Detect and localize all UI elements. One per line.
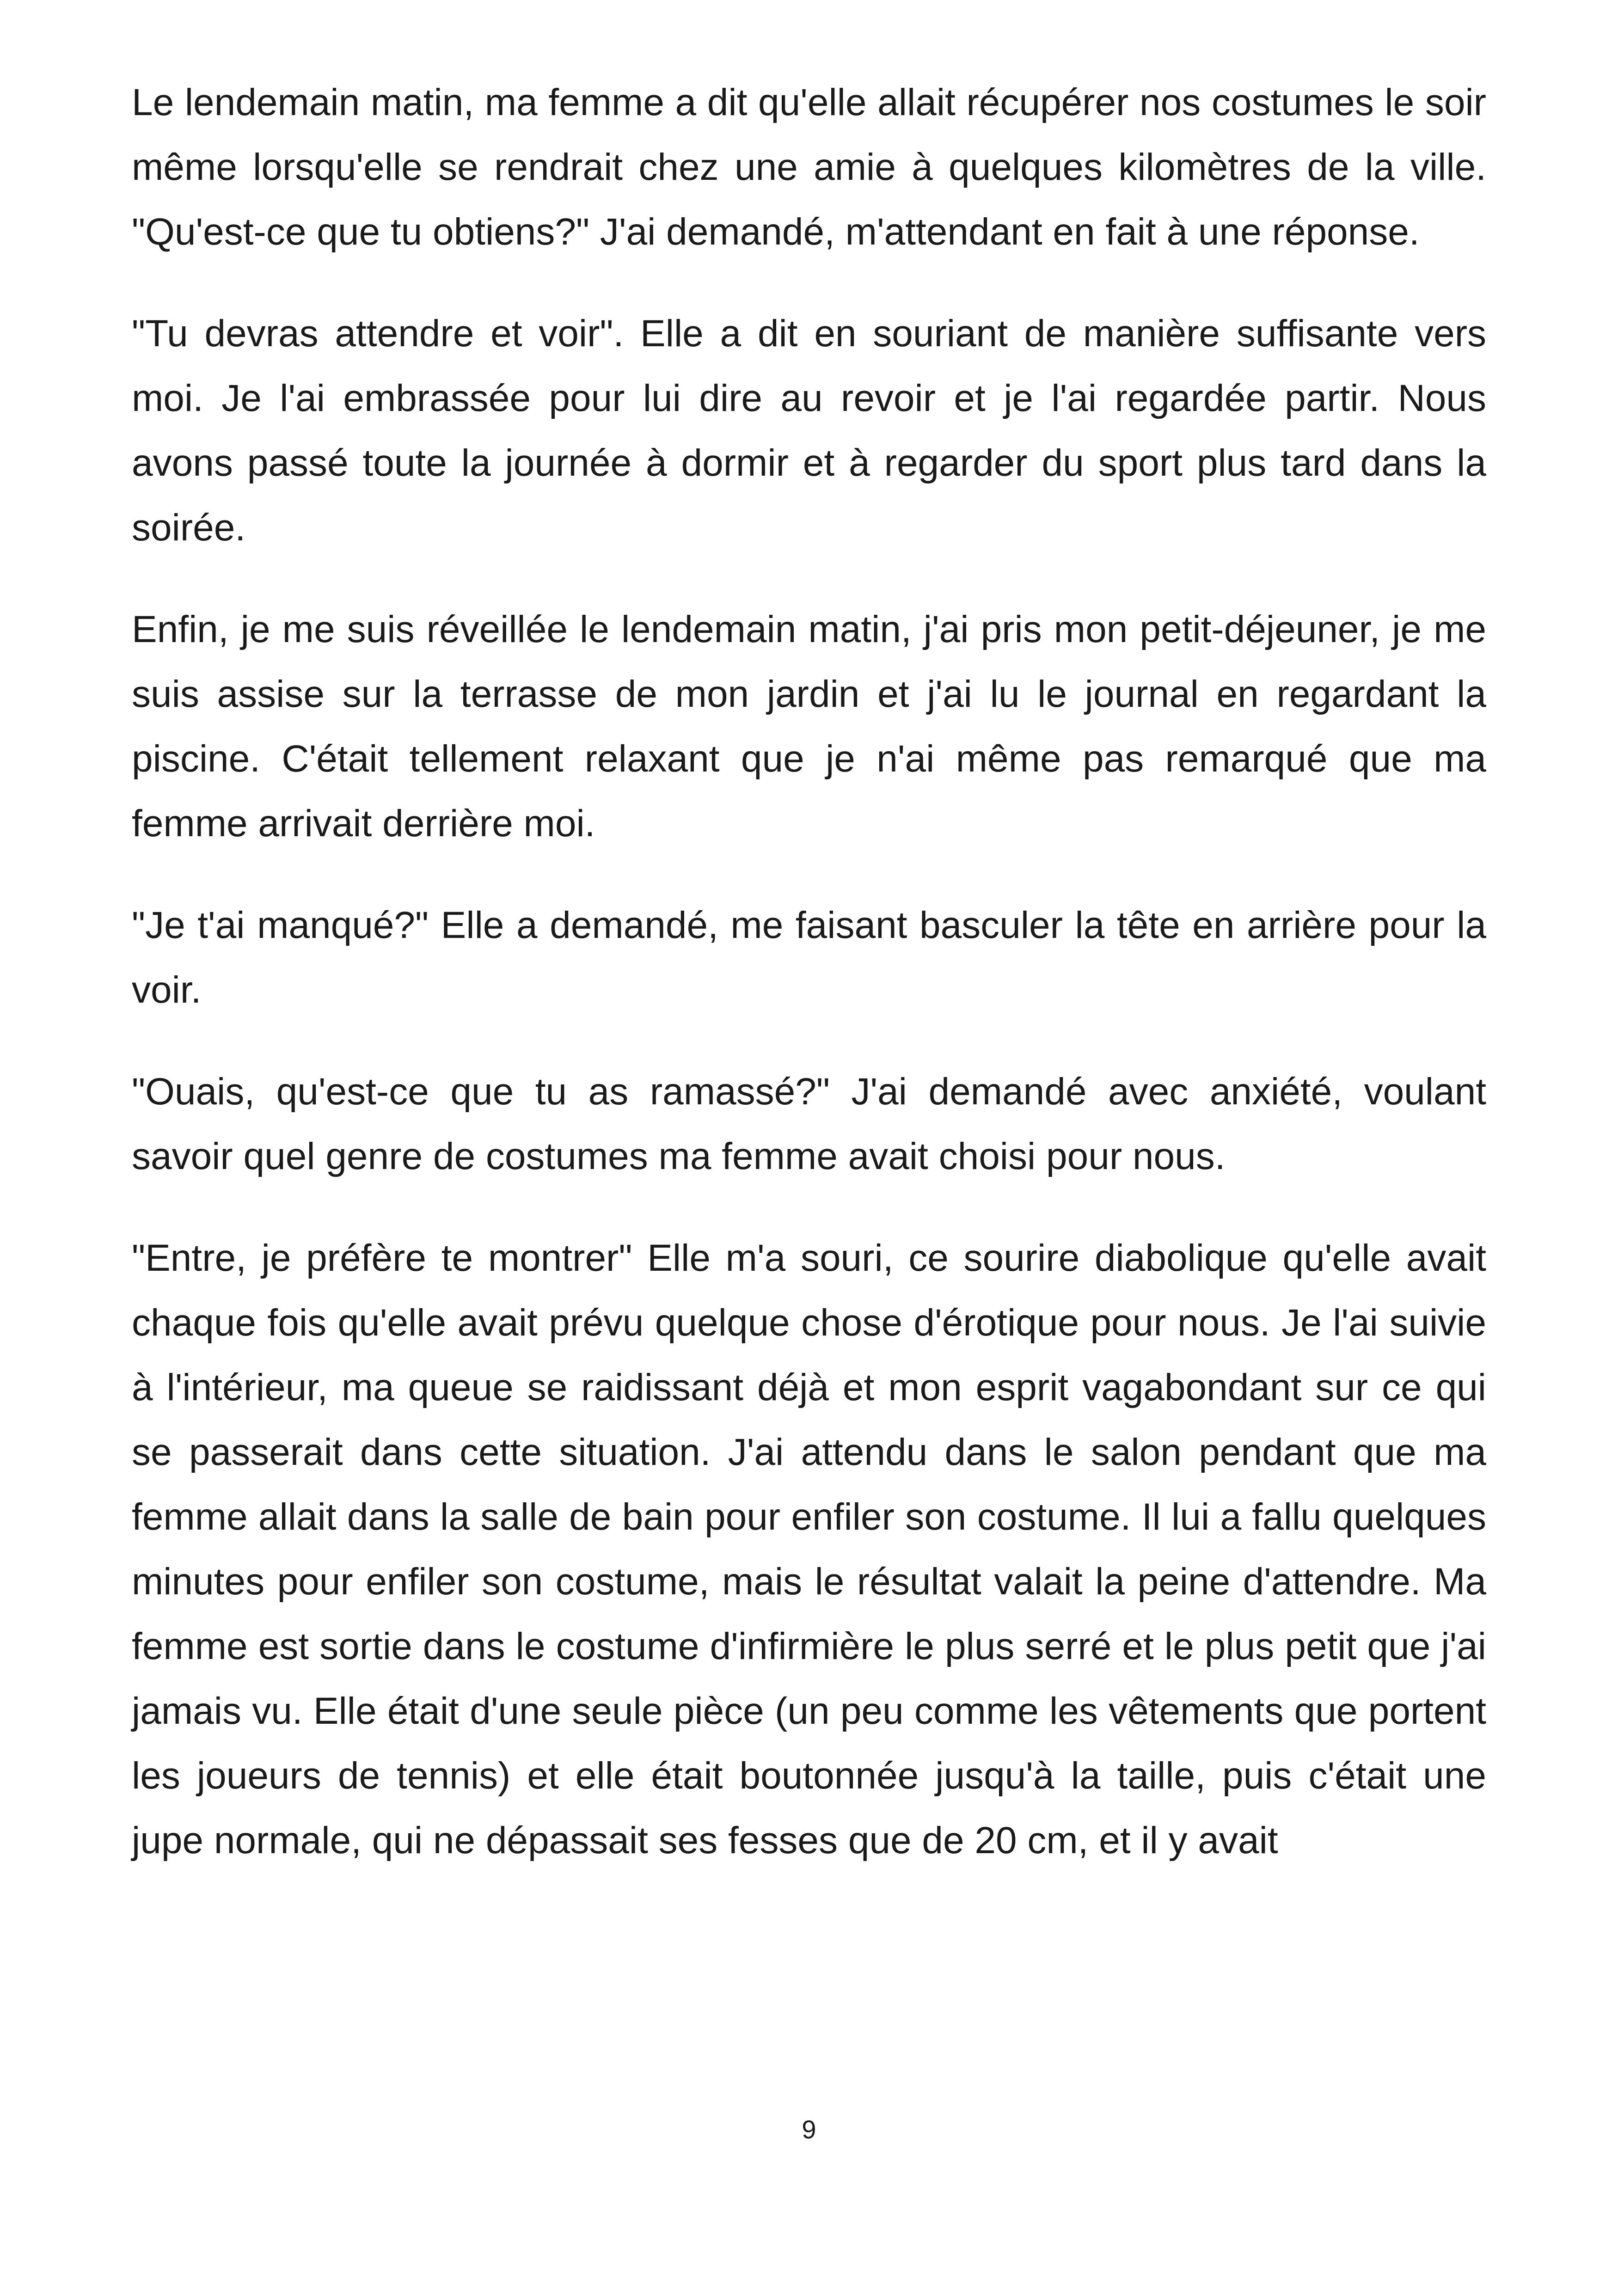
paragraph: Enfin, je me suis réveillée le lendemain matin, j'ai pris mon petit-déjeuner, je me suis assise sur la terrasse de mon jardin et j'ai lu le journal en regardant la piscine. C'était tellement relaxant que je n'ai même pas remarqué que ma femme arrivait derrière moi. [132, 608, 1486, 845]
paragraph: "Je t'ai manqué?" Elle a demandé, me faisant basculer la tête en arrière pour la voir. [132, 904, 1486, 1011]
paragraph: "Entre, je préfère te montrer" Elle m'a souri, ce sourire diabolique qu'elle avait chaque fois qu'elle avait prévu quelque chose d'érotique pour nous. Je l'ai suivie à l'intérieur, ma queue se raidissant déjà et mon esprit vagabondant sur ce qui se passerait dans cette situation. J'ai attendu dans le salon pendant que ma femme allait dans la salle de bain pour enfiler son costume. Il lui a fallu quelques minutes pour enfiler son costume, mais le résultat valait la peine d'attendre. Ma femme est sortie dans le costume d'infirmière le plus serré et le plus petit que j'ai jamais vu. Elle était d'une seule pièce (un peu comme les vêtements que portent les joueurs de tennis) et elle était boutonnée jusqu'à la taille, puis c'était une jupe normale, qui ne dépassait ses fesses que de 20 cm, et il y avait [132, 1237, 1486, 1861]
paragraph: "Tu devras attendre et voir". Elle a dit en souriant de manière suffisante vers moi. Je l'ai embrassée pour lui dire au revoir et je l'ai regardée partir. Nous avons passé toute la journée à dormir et à regarder du sport plus tard dans la soirée. [132, 312, 1486, 549]
paragraph: Le lendemain matin, ma femme a dit qu'elle allait récupérer nos costumes le soir même lorsqu'elle se rendrait chez une amie à quelques kilomètres de la ville. "Qu'est-ce que tu obtiens?" J'ai demandé, m'attendant en fait à une réponse. [132, 81, 1486, 253]
paragraph: "Ouais, qu'est-ce que tu as ramassé?" J'ai demandé avec anxiété, voulant savoir quel genre de costumes ma femme avait choisi pour nous. [132, 1071, 1486, 1177]
page-number: 9 [802, 2115, 816, 2144]
body-text [132, 70, 1486, 1910]
